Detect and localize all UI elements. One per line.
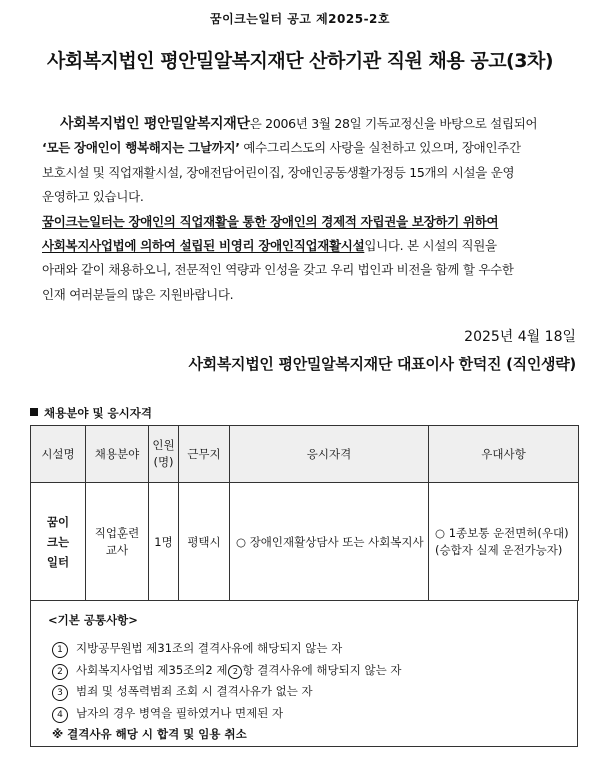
header-preference: 우대사항 (429, 426, 579, 483)
list-item-text: 범죄 및 성폭력범죄 조회 시 결격사유가 없는 자 (76, 684, 313, 698)
header-field: 채용분야 (86, 426, 149, 483)
circled-number-4: 4 (52, 707, 68, 723)
slogan: ‘모든 장애인이 행복해지는 그날까지’ (42, 140, 240, 156)
intro-line-7: 아래와 같이 채용하오니, 전문적인 역량과 인성을 갖고 우리 법인과 비전을 함께 할 우수한 (42, 262, 514, 278)
section-title (30, 405, 152, 421)
preference-line-2: (승합자 실제 운전가능자) (435, 542, 563, 557)
page-title: 사회복지법인 평안밀알복지재단 산하기관 직원 채용 공고(3차) (46, 50, 553, 72)
list-item-text-b: 항 결격사유에 해당되지 않는 자 (242, 662, 402, 677)
list-item-text: 사회복지사업법 제35조의2 제 (76, 662, 228, 677)
field-line-2: 교사 (105, 542, 129, 557)
header-site: 시설명 (31, 426, 86, 483)
list-item-text: 남자의 경우 병역을 필하였거나 면제된 자 (76, 705, 284, 720)
intro-line-2 (42, 136, 572, 160)
foundation-name: 사회복지법인 평안밀알복지재단 (60, 116, 250, 132)
recruitment-table (30, 425, 579, 601)
site-line-1: 꿈이 (46, 514, 70, 529)
notice-number: 꿈이크는일터 공고 제2025-2호 (209, 12, 390, 26)
intro-line-8: 인재 여러분들의 많은 지원바랍니다. (42, 286, 234, 302)
header-location: 근무지 (179, 426, 230, 483)
header-count-line-2: (명) (153, 455, 174, 469)
list-item (52, 681, 402, 703)
list-item (52, 660, 402, 682)
cell-count: 1명 (149, 483, 179, 601)
disqualification-note: ※ 결격사유 해당 시 합격 및 임용 취소 (52, 727, 247, 741)
intro-line-4: 운영하고 있습니다. (42, 189, 144, 205)
circled-number-2: 2 (52, 664, 68, 680)
intro-line-1 (42, 112, 572, 136)
field-line-1: 직업훈련 (94, 525, 140, 540)
cell-site (31, 483, 86, 601)
circled-number-3: 3 (52, 685, 68, 701)
site-line-3: 일터 (46, 554, 70, 569)
announcement-date: 2025년 4월 18일 (464, 329, 576, 345)
circled-number-1: 1 (52, 642, 68, 658)
common-requirements-title: <기본 공통사항> (48, 613, 138, 627)
common-requirements-list (52, 638, 402, 746)
signature-line: 사회복지법인 평안밀알복지재단 대표이사 한덕진 (직인생략) (188, 355, 576, 373)
header-qualification: 응시자격 (230, 426, 429, 483)
facility-type: 사회복지사업법에 의하여 설립된 비영리 장애인직업재활시설 (42, 238, 365, 254)
intro-line-6 (42, 234, 572, 258)
intro-line-5 (42, 210, 572, 234)
list-item (52, 638, 402, 660)
preference-line-1: ○ 1종보통 운전면허(우대) (435, 525, 569, 540)
cell-preference (429, 483, 579, 601)
table-header-row (31, 426, 579, 483)
intro-line-3: 보호시설 및 직업재활시설, 장애전담어린이집, 장애인공동생활가정등 15개의 시설을 운영 (42, 164, 515, 180)
intro-text (42, 112, 572, 307)
intro-line-6-text: 입니다. 본 시설의 직원을 (364, 238, 497, 254)
site-line-2: 크는 (46, 534, 70, 549)
list-item (52, 703, 402, 725)
list-item-text: 지방공무원법 제31조의 결격사유에 해당되지 않는 자 (76, 641, 343, 655)
cell-field (86, 483, 149, 601)
cell-qualification: ○ 장애인재활상담사 또는 사회복지사 (230, 483, 429, 601)
square-bullet-icon (30, 408, 38, 416)
table-row (31, 483, 579, 601)
header-count (149, 426, 179, 483)
header-count-line-1: 인원 (152, 438, 175, 452)
section-title-text: 채용분야 및 응시자격 (44, 406, 152, 420)
intro-line-2-text: 예수그리스도의 사랑을 실천하고 있으며, 장애인주간 (239, 140, 521, 156)
cell-location: 평택시 (179, 483, 230, 601)
intro-line-1-text: 은 2006년 3월 28일 기독교정신을 바탕으로 설립되어 (249, 116, 538, 131)
circled-number-inline: 2 (228, 665, 242, 679)
mission-statement: 꿈이크는일터는 장애인의 직업재활을 통한 장애인의 경제적 자립권을 보장하기 위하여 (42, 213, 499, 229)
